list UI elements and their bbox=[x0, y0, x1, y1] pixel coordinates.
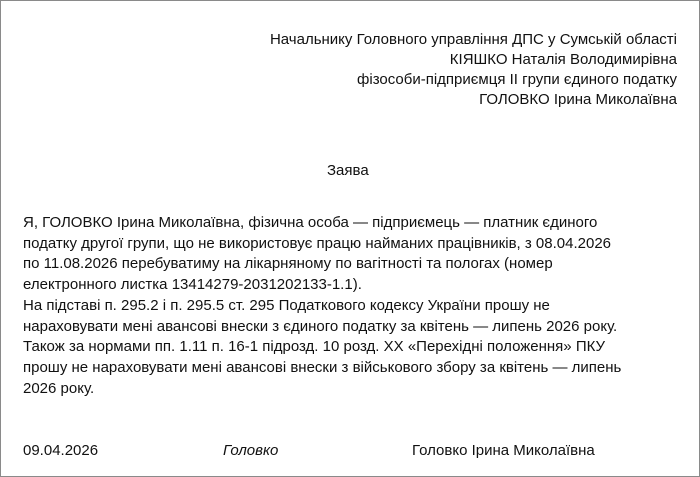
document-title: Заява bbox=[327, 162, 369, 179]
document-body bbox=[23, 213, 683, 399]
body-line: На підставі п. 295.2 і п. 295.5 ст. 295 Податкового кодексу України прошу не bbox=[23, 296, 550, 314]
body-line: прошу не нараховувати мені авансові внески з військового збору за квітень — липень bbox=[23, 358, 622, 376]
body-line: по 11.08.2026 перебуватиму на лікарняному по вагітності та пологах (номер bbox=[23, 255, 553, 273]
sender-line: фізособи-підприємця ІІ групи єдиного податку bbox=[357, 71, 677, 88]
signature: Головко bbox=[223, 442, 279, 459]
body-line: Також за нормами пп. 1.11 п. 16-1 підрозд. 10 розд. ХХ «Перехідні положення» ПКУ bbox=[23, 338, 606, 356]
document-date: 09.04.2026 bbox=[23, 442, 99, 459]
body-line: 2026 року. bbox=[23, 379, 95, 397]
body-line: нараховувати мені авансові внески з єдиного податку за квітень — липень 2026 року. bbox=[23, 317, 618, 335]
signer-full-name: Головко Ірина Миколаївна bbox=[412, 442, 595, 459]
addressee-block bbox=[270, 30, 677, 110]
body-line: електронного листка 13414279-2031202133-1.1). bbox=[23, 276, 362, 294]
body-line: Я, ГОЛОВКО Ірина Миколаївна, фізична особа — підприємець — платник єдиного bbox=[23, 214, 598, 231]
addressee-line: КІЯШКО Наталія Володимирівна bbox=[449, 51, 677, 68]
body-line: податку другої групи, що не використовує працю найманих працівників, з 08.04.2026 bbox=[23, 234, 612, 252]
addressee-line: Начальнику Головного управління ДПС у Сумській області bbox=[269, 31, 677, 48]
sender-line: ГОЛОВКО Ірина Миколаївна bbox=[479, 91, 677, 108]
